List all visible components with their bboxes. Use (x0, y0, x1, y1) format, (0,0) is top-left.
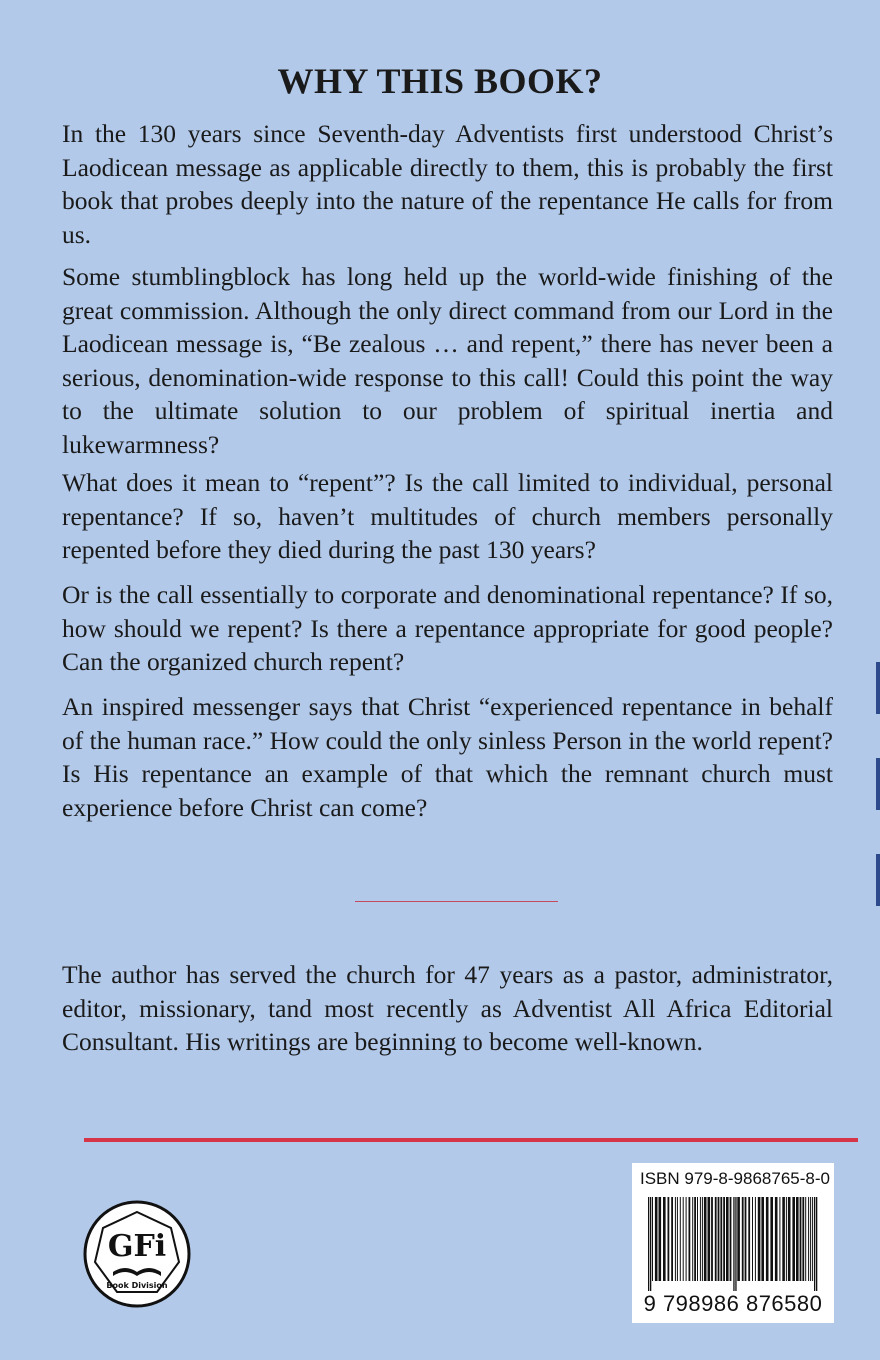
barcode-guard-bar (816, 1197, 817, 1291)
barcode-bar (715, 1197, 717, 1281)
barcode-bar (694, 1197, 696, 1281)
barcode-bar (689, 1197, 691, 1281)
barcode-bar (702, 1197, 703, 1281)
barcode-bar (758, 1197, 761, 1281)
barcode-bar (671, 1197, 673, 1281)
spine-edge-mark (876, 854, 880, 906)
isbn-barcode (632, 1163, 834, 1323)
barcode-bar (700, 1197, 701, 1281)
barcode-bar (805, 1197, 806, 1281)
barcode-bar (655, 1197, 658, 1281)
barcode-digits: 9 798986 876580 (643, 1291, 823, 1316)
paragraph-1: In the 130 years since Seventh-day Adventists first understood Christ’s Laodicean message as applicable directly to them, this is probably the first book that probes deeply into the nature of the repentance He calls for from us. (62, 119, 833, 249)
spine-edge-mark (876, 662, 880, 714)
barcode-bar (659, 1197, 662, 1281)
barcode-bar (812, 1197, 813, 1281)
barcode-guard-bar (733, 1197, 734, 1291)
barcode-bar (786, 1197, 787, 1281)
back-cover-heading: WHY THIS BOOK? (277, 61, 603, 101)
paragraph-5: An inspired messenger says that Christ “experienced repentance in behalf of the human race.” How could the only sinless Person in the world repent? Is His repentance an example of that which the remnant church must experience before Christ can come? (62, 692, 833, 822)
barcode-bar (680, 1197, 681, 1281)
barcode-bar (692, 1197, 693, 1281)
barcode-bar (726, 1197, 729, 1281)
barcode-guard-bar (814, 1197, 815, 1291)
barcode-bar (748, 1197, 750, 1281)
barcode-bar (697, 1197, 698, 1281)
barcode-bar (708, 1197, 711, 1281)
barcode-bar (668, 1197, 670, 1281)
barcode-bar (652, 1197, 653, 1281)
barcode-bar (737, 1197, 740, 1281)
barcode-guard-bar (650, 1197, 651, 1291)
paragraph-4: Or is the call essentially to corporate and denominational repentance? If so, how should we repent? Is there a repentance appropriate for good people? Can the organized church repent? (62, 580, 833, 676)
barcode-bar (704, 1197, 707, 1281)
barcode-bar (742, 1197, 744, 1281)
barcode-bar (720, 1197, 722, 1281)
barcode-bar (723, 1197, 725, 1281)
barcode-bar (718, 1197, 720, 1281)
barcode-bar (683, 1197, 684, 1281)
barcode-bar (711, 1197, 713, 1281)
barcode-bar (802, 1197, 804, 1281)
publisher-logo (83, 1200, 191, 1308)
barcode-bar (686, 1197, 687, 1281)
barcode-bar (782, 1197, 785, 1281)
barcode-bar (810, 1197, 811, 1281)
barcode-bar (792, 1197, 795, 1281)
barcode-bar (663, 1197, 666, 1281)
section-divider (355, 901, 558, 902)
barcode-bar (779, 1197, 780, 1281)
publisher-monogram: GFi (107, 1229, 167, 1264)
spine-edge-mark (876, 758, 880, 810)
barcode-guard-bar (735, 1197, 736, 1291)
publisher-caption: Book Division (106, 1281, 168, 1290)
barcode-bar (796, 1197, 799, 1281)
barcode-bar (755, 1197, 756, 1281)
barcode-bar (745, 1197, 747, 1281)
barcode-bar (770, 1197, 773, 1281)
barcode-bar (800, 1197, 802, 1281)
barcode-guard-bar (648, 1197, 649, 1291)
isbn-label: ISBN 979-8-9868765-8-0 (640, 1169, 830, 1188)
red-divider-line (84, 1138, 858, 1142)
paragraph-2: Some stumblingblock has long held up the world-wide finishing of the great commission. Although the only direct command from our Lord in the Laodicean message is, “Be zealous … and repent,” there has never been a serious, denomination-wide response to this call! Could this point the way to the ultimate solution to our problem of spiritual inertia and lukewarmness? (62, 262, 833, 459)
author-bio: The author has served the church for 47 years as a pastor, administrator, editor, missionary, tand most recently as Adventist All Africa Editorial Consultant. His writings are beginning to become well-known. (62, 960, 833, 1056)
barcode-bar (752, 1197, 753, 1281)
barcode-bar (808, 1197, 809, 1281)
barcode-bar (775, 1197, 778, 1281)
paragraph-3: What does it mean to “repent”? Is the call limited to individual, personal repentance? If so, haven’t multitudes of church members personally repented before they died during the past 130 years? (62, 468, 833, 564)
barcode-bar (761, 1197, 764, 1281)
barcode-bar (788, 1197, 791, 1281)
barcode-bar (766, 1197, 769, 1281)
barcode-bars (644, 1197, 824, 1291)
barcode-bar (675, 1197, 676, 1281)
barcode-bar (730, 1197, 732, 1281)
barcode-bar (677, 1197, 678, 1281)
